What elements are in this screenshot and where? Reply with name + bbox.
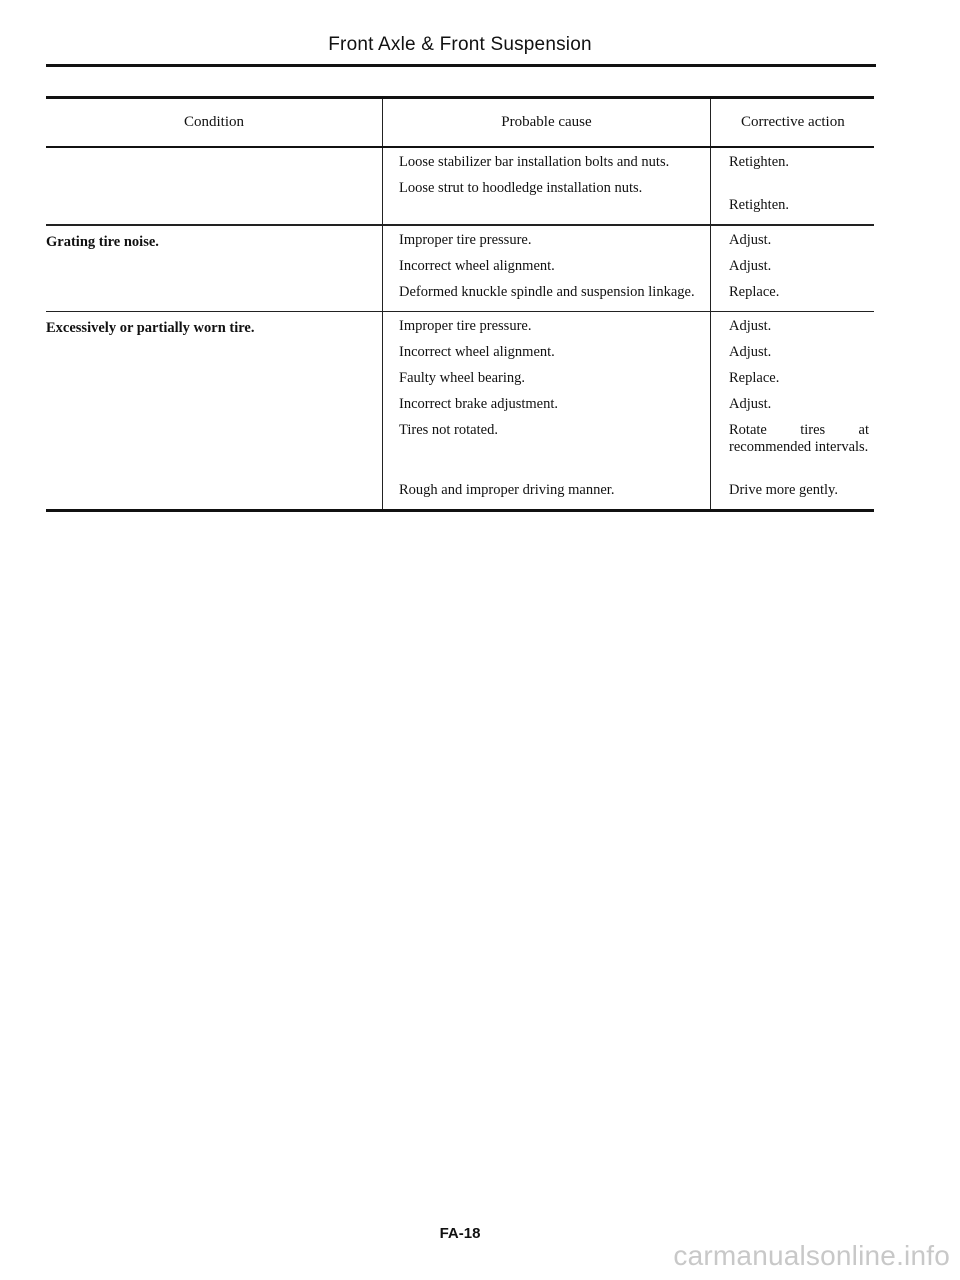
condition-cell [46,148,382,224]
table-bottom-rule [46,509,874,512]
action-text: Adjust. [729,344,772,360]
action-text: Adjust. [729,396,772,412]
cause-text: Deformed knuckle spindle and suspension linkage. [399,283,695,300]
cause-text: Loose strut to hoodledge installation nuts. [399,180,643,196]
cause-text: Incorrect brake adjustment. [399,396,559,412]
page-title: Front Axle & Front Suspension [328,34,592,55]
condition-cell [46,312,382,509]
column-header-condition: Condition [183,114,244,130]
action-text: Retighten. [729,154,790,170]
action-text: Adjust. [729,231,772,248]
page-number: FA-18 [439,1225,481,1242]
action-text: Drive more gently. [729,482,838,498]
cause-text: Improper tire pressure. [399,318,532,334]
action-cell [710,312,874,509]
header-divider [46,64,876,67]
condition-text [46,148,382,156]
column-header-probable-cause: Probable cause [382,99,710,146]
action-text: Adjust. [729,257,772,274]
watermark: carmanualsonline.info [673,1240,950,1271]
troubleshooting-table [46,96,874,512]
action-text: Adjust. [729,318,772,334]
column-header-corrective-action: Corrective action [710,99,874,146]
action-text: Rotate tires at recommended intervals. [729,422,869,455]
cause-cell [382,312,710,509]
cause-text: Incorrect wheel alignment. [399,257,555,274]
table-group [46,148,874,224]
action-cell [710,148,874,224]
action-text: Replace. [729,283,780,300]
cause-text: Tires not rotated. [399,422,498,438]
table-header-row [46,99,874,146]
action-text: Replace. [729,370,780,386]
condition-text: Grating tire noise. [46,233,159,250]
table-group [46,312,874,509]
cause-cell [382,226,710,311]
cause-cell [382,148,710,224]
cause-text: Loose stabilizer bar installation bolts and nuts. [399,154,670,170]
table-group [46,226,874,311]
condition-cell [46,226,382,311]
action-text: Retighten. [729,197,790,213]
cause-text: Improper tire pressure. [399,231,532,248]
cause-text: Faulty wheel bearing. [399,370,526,386]
cause-text: Rough and improper driving manner. [399,482,615,498]
action-cell [710,226,874,311]
cause-text: Incorrect wheel alignment. [399,344,555,360]
condition-text: Excessively or partially worn tire. [46,320,255,336]
